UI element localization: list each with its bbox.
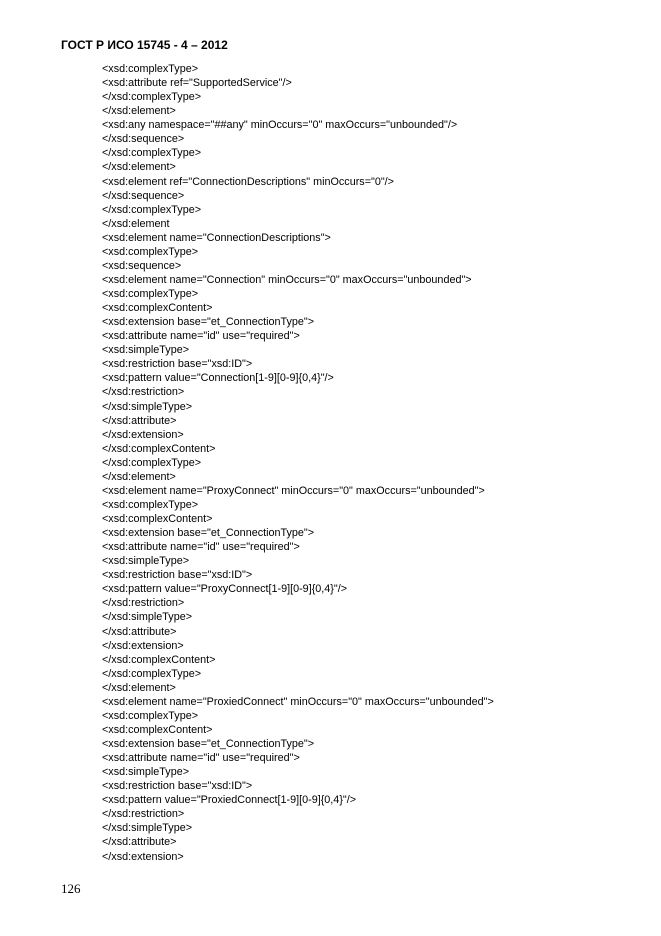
- code-line: </xsd:sequence>: [102, 133, 185, 146]
- code-line: <xsd:complexType>: [102, 63, 199, 75]
- code-line: <xsd:any namespace="##any" minOccurs="0" maxOccurs="unbounded"/>: [102, 119, 458, 132]
- code-line: </xsd:restriction>: [102, 808, 185, 821]
- code-line: </xsd:attribute>: [102, 414, 177, 427]
- code-line: <xsd:element name="ConnectionDescriptions">: [102, 231, 331, 244]
- code-line: <xsd:restriction base="xsd:ID">: [102, 780, 253, 793]
- code-line: <xsd:simpleType>: [102, 555, 190, 568]
- code-line: </xsd:simpleType>: [102, 400, 193, 413]
- code-line: <xsd:simpleType>: [102, 766, 190, 779]
- code-line: <xsd:element name="ProxiedConnect" minOccurs="0" maxOccurs="unbounded">: [102, 695, 494, 708]
- code-line: </xsd:complexType>: [102, 456, 202, 469]
- code-line: <xsd:pattern value="ProxyConnect[1-9][0-9]{0,4}"/>: [102, 583, 348, 596]
- code-line: <xsd:restriction base="xsd:ID">: [102, 358, 253, 371]
- code-line: </xsd:element: [102, 217, 170, 230]
- code-line: <xsd:element ref="ConnectionDescriptions" minOccurs="0"/>: [102, 175, 394, 188]
- code-line: <xsd:complexContent>: [102, 302, 213, 315]
- page-number: 126: [61, 881, 81, 896]
- code-line: <xsd:attribute name="id" use="required">: [102, 541, 300, 554]
- code-line: </xsd:element>: [102, 681, 176, 694]
- xsd-code-listing: [102, 62, 494, 864]
- code-line: <xsd:sequence>: [102, 259, 182, 272]
- code-line: <xsd:complexType>: [102, 498, 199, 511]
- code-line: <xsd:element name="Connection" minOccurs="0" maxOccurs="unbounded">: [102, 273, 472, 286]
- code-line: </xsd:element>: [102, 105, 176, 118]
- code-line: </xsd:extension>: [102, 639, 184, 652]
- code-line: </xsd:sequence>: [102, 189, 185, 202]
- code-line: </xsd:element>: [102, 161, 176, 174]
- code-line: <xsd:complexContent>: [102, 513, 213, 525]
- code-line: </xsd:extension>: [102, 850, 184, 863]
- code-line: </xsd:simpleType>: [102, 611, 193, 624]
- code-line: <xsd:attribute name="id" use="required">: [102, 330, 300, 343]
- code-line: </xsd:complexType>: [102, 203, 202, 216]
- code-line: <xsd:pattern value="ProxiedConnect[1-9][0-9]{0,4}"/>: [102, 794, 357, 807]
- code-line: <xsd:pattern value="Connection[1-9][0-9]{0,4}"/>: [102, 372, 334, 385]
- code-line: <xsd:extension base="et_ConnectionType">: [102, 527, 315, 540]
- code-line: <xsd:complexType>: [102, 709, 199, 722]
- code-line: <xsd:complexType>: [102, 245, 199, 258]
- code-line: </xsd:complexType>: [102, 91, 202, 104]
- code-line: <xsd:attribute ref="SupportedService"/>: [102, 77, 292, 90]
- code-line: </xsd:extension>: [102, 428, 184, 441]
- code-line: <xsd:complexContent>: [102, 723, 213, 736]
- code-line: <xsd:extension base="et_ConnectionType">: [102, 316, 315, 329]
- code-line: <xsd:complexType>: [102, 288, 199, 300]
- code-line: </xsd:attribute>: [102, 625, 177, 638]
- code-line: </xsd:complexType>: [102, 667, 202, 680]
- code-line: <xsd:restriction base="xsd:ID">: [102, 569, 253, 582]
- code-line: <xsd:element name="ProxyConnect" minOccurs="0" maxOccurs="unbounded">: [102, 484, 485, 497]
- code-line: </xsd:complexType>: [102, 147, 202, 160]
- document-header: ГОСТ Р ИСО 15745 - 4 – 2012: [61, 38, 228, 52]
- code-line: </xsd:attribute>: [102, 836, 177, 849]
- code-line: <xsd:simpleType>: [102, 344, 190, 357]
- code-line: <xsd:extension base="et_ConnectionType">: [102, 738, 315, 750]
- code-line: <xsd:attribute name="id" use="required">: [102, 752, 300, 765]
- code-line: </xsd:simpleType>: [102, 822, 193, 835]
- code-line: </xsd:complexContent>: [102, 653, 216, 666]
- code-line: </xsd:element>: [102, 470, 176, 483]
- code-line: </xsd:restriction>: [102, 386, 185, 399]
- code-line: </xsd:restriction>: [102, 597, 185, 610]
- code-line: </xsd:complexContent>: [102, 442, 216, 455]
